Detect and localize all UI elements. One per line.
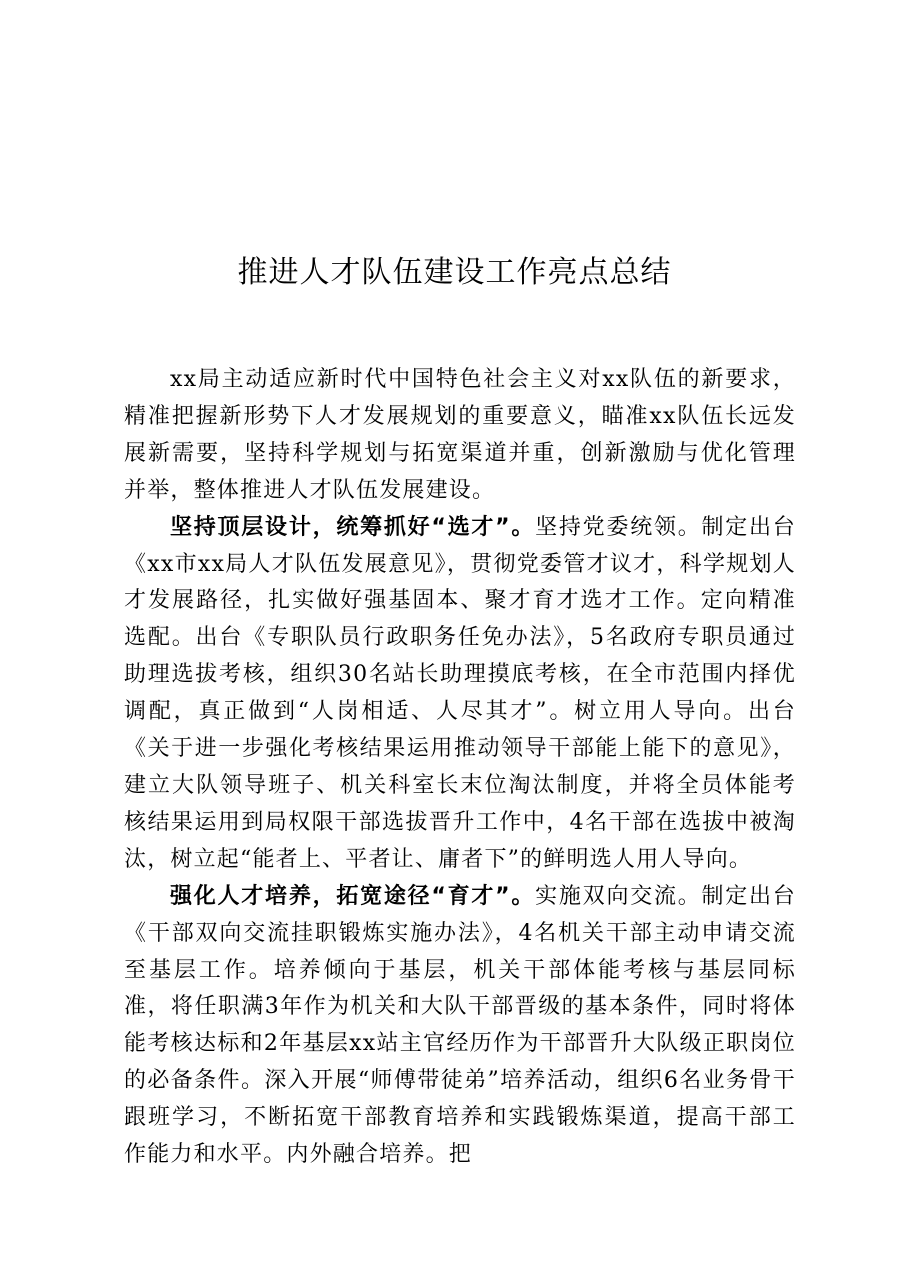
section-text-1: 坚持党委统领。制定出台《xx市xx局人才队伍发展意见》，贯彻党委管才议才，科学规划人才发展路径，扎实做好强基固本、聚才育才选才工作。定向精准选配。出台《专职队员行政职务任免办法》，5名政府专职员通过助理选拔考核，组织30名站长助理摸底考核，在全市范围内择优调配，真正做到“人岗相适、人尽其才”。树立用人导向。出台《关于进一步强化考核结果运用推动领导干部能上能下的意见》，建立大队领导班子、机关科室长末位淘汰制度，并将全员体能考核结果运用到局权限干部选拔晋升工作中，4名干部在选拔中被淘汰，树立起“能者上、平者让、庸者下”的鲜明选人用人导向。 xyxy=(124,514,797,872)
section-heading-1: 坚持顶层设计，统筹抓好“选才”。 xyxy=(170,514,536,540)
intro-paragraph: xx局主动适应新时代中国特色社会主义对xx队伍的新要求，精准把握新形势下人才发展规划的重要意义，瞄准xx队伍长远发展新需要，坚持科学规划与拓宽渠道并重，创新激励与优化管理并举，整体推进人才队伍发展建设。 xyxy=(124,367,796,503)
section-text-2: 实施双向交流。制定出台《干部双向交流挂职锻炼实施办法》，4名机关干部主动申请交流至基层工作。培养倾向于基层，机关干部体能考核与基层同标准，将任职满3年作为机关和大队干部晋级的基本条件，同时将体能考核达标和2年基层xx站主官经历作为干部晋升大队级正职岗位的必备条件。深入开展“师傅带徒弟”培养活动，组织6名业务骨干跟班学习，不断拓宽干部教育培养和实践锻炼渠道，提高干部工作能力和水平。内外融合培养。把 xyxy=(124,883,797,1168)
section-paragraph-2 xyxy=(124,879,796,1174)
document-title: 推进人才队伍建设工作亮点总结 xyxy=(237,255,672,290)
section-paragraph-1 xyxy=(124,510,796,879)
section-heading-2: 强化人才培养，拓宽途径“育才”。 xyxy=(170,883,536,909)
document-body xyxy=(124,362,796,1174)
